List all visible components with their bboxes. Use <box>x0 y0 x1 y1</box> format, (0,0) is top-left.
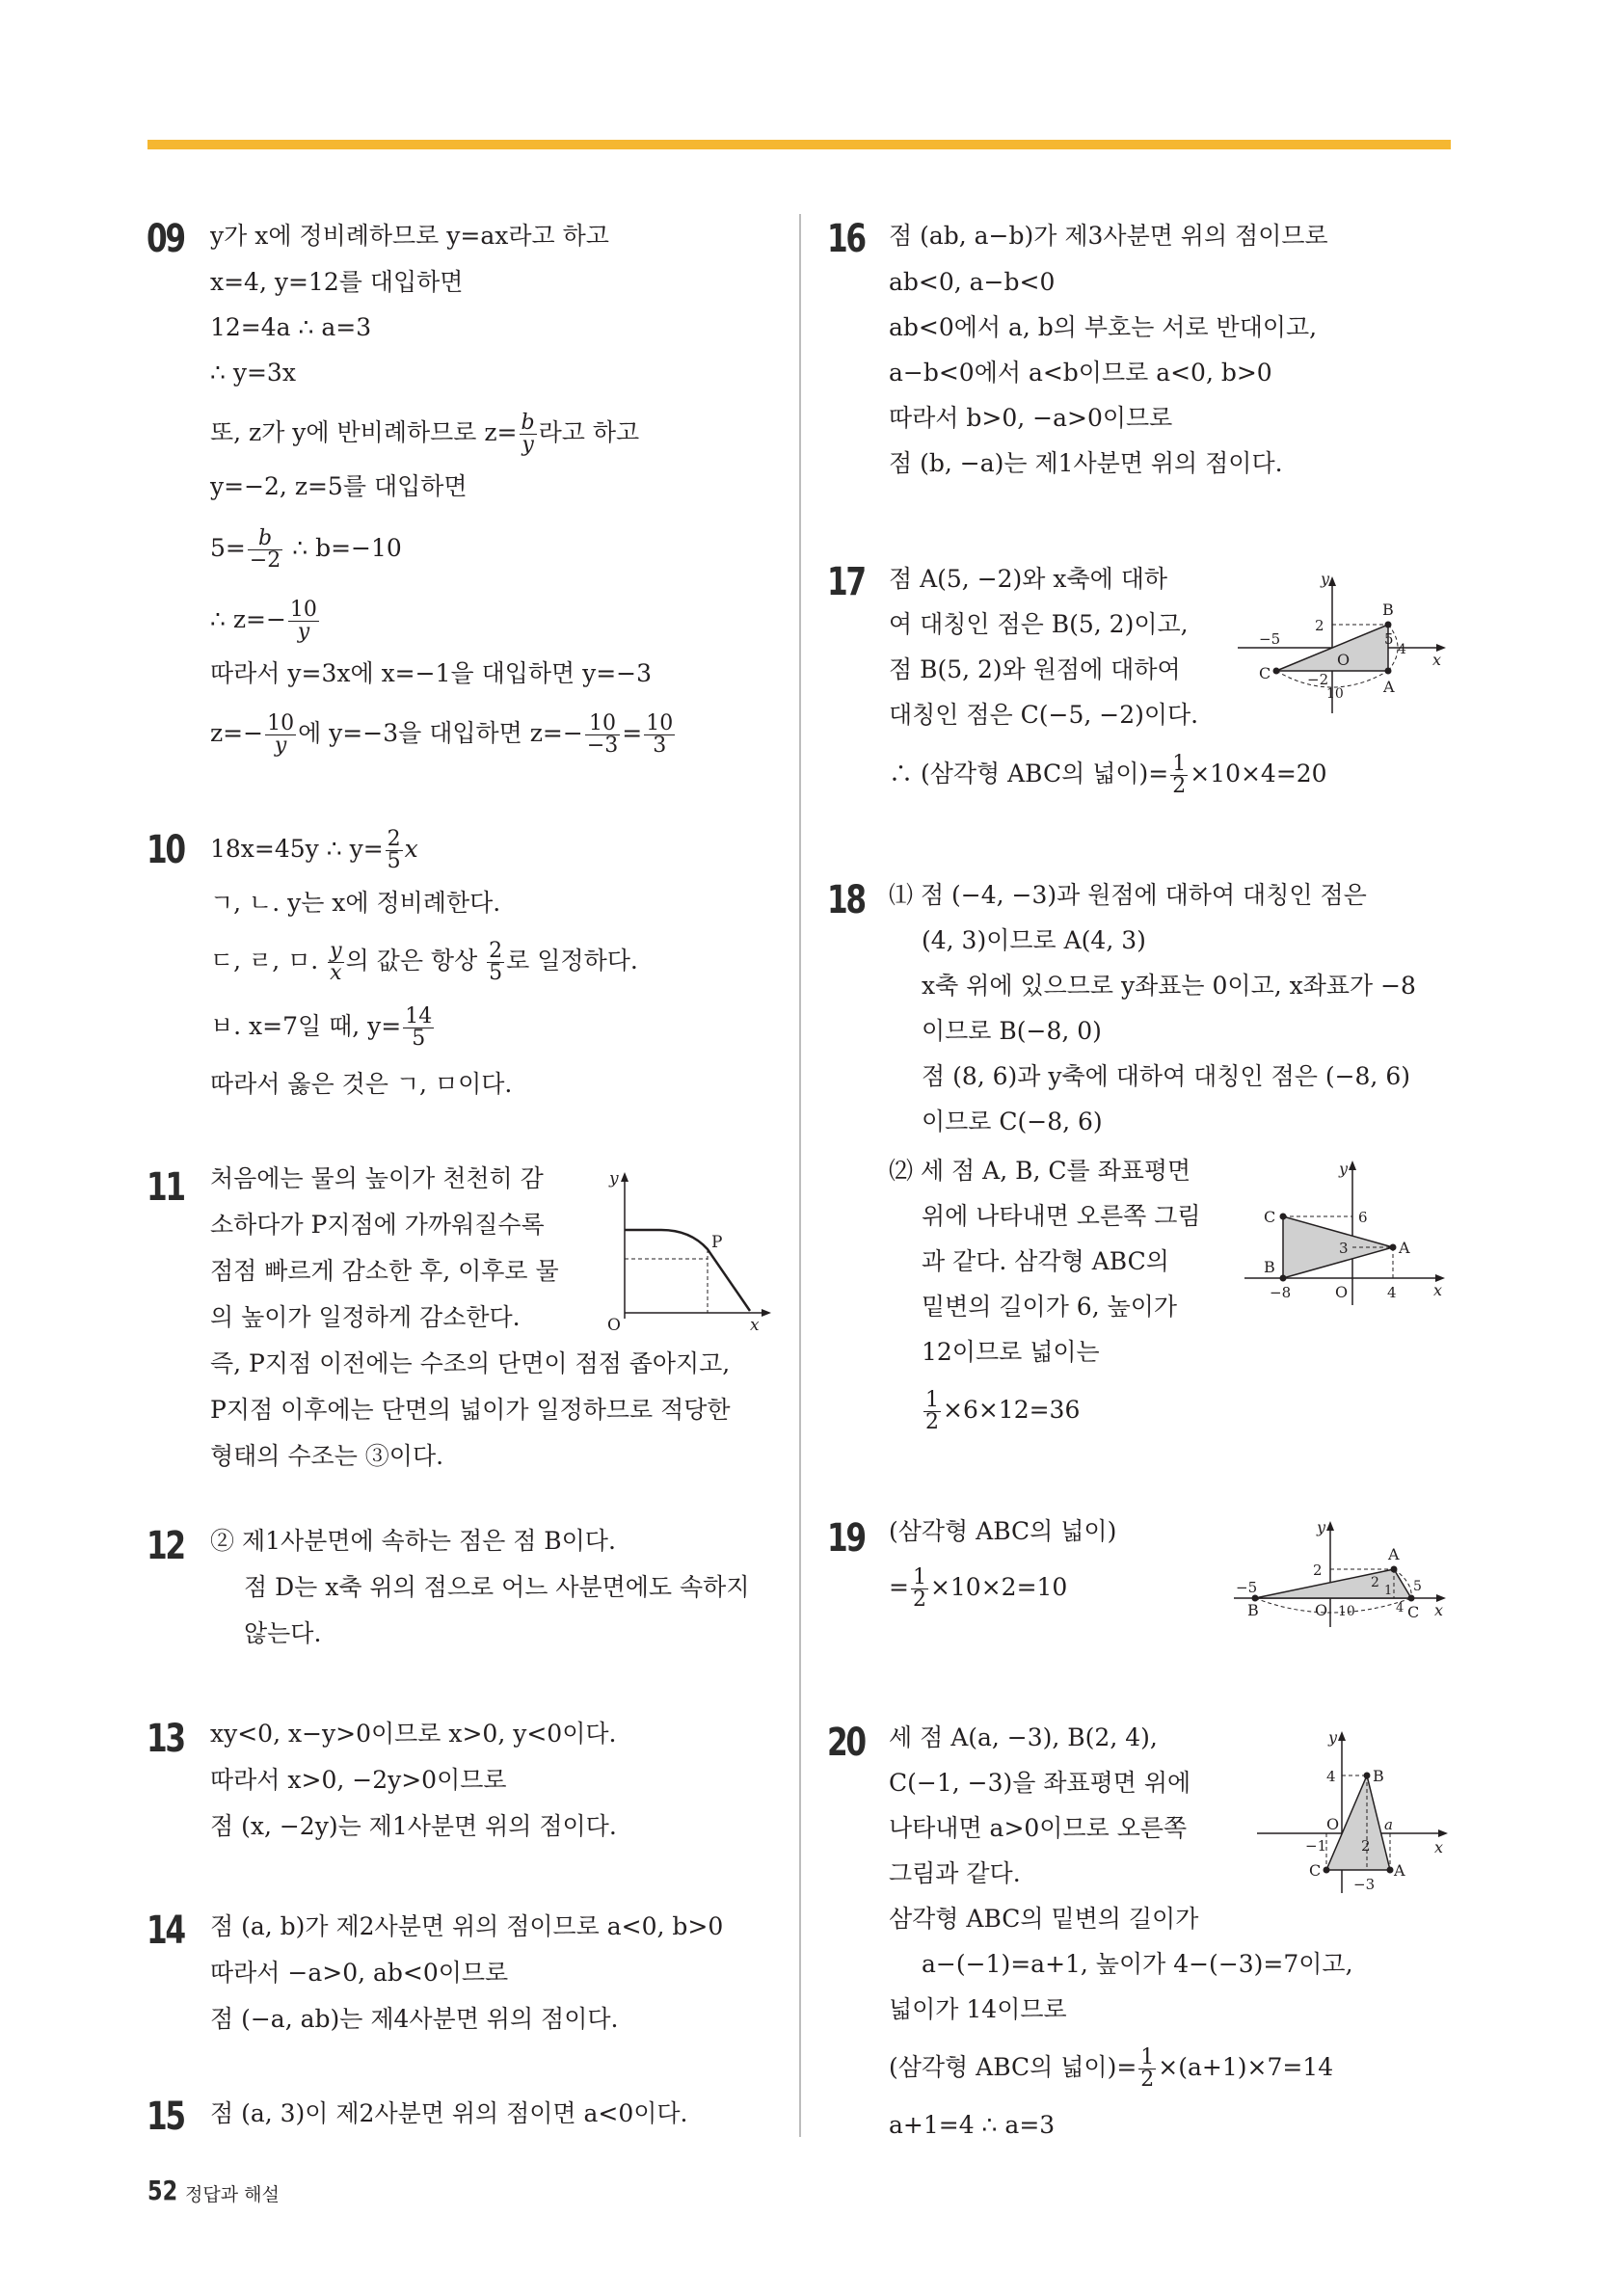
axis-label: x <box>1433 1281 1443 1299</box>
problem-line: 삼각형 ABC의 밑변의 길이가 <box>889 1905 1199 1933</box>
point-b <box>1385 622 1392 628</box>
axis-label: y <box>1321 570 1330 588</box>
problem-line: a−(−1)=a+1, 높이가 4−(−3)=7이고, <box>922 1950 1353 1978</box>
problem-line <box>922 1390 1080 1433</box>
problem-line: 이므로 C(−8, 6) <box>922 1108 1103 1135</box>
point-label: A <box>1394 1861 1405 1880</box>
point-c <box>1324 1867 1330 1874</box>
point-label: B <box>1247 1601 1259 1619</box>
line-text: 18x=45y ∴ y= <box>210 835 384 863</box>
tick-label: 10 <box>1338 1604 1355 1619</box>
fraction <box>403 1006 434 1050</box>
problem-line: a+1=4 ∴ a=3 <box>889 2111 1056 2139</box>
tick-label: 4 <box>1326 1768 1336 1785</box>
problem-number: 09 <box>147 217 184 261</box>
x-axis-arrow <box>762 1309 771 1317</box>
fraction <box>328 941 343 984</box>
problem-line: 12=4a ∴ a=3 <box>210 313 372 341</box>
problem-number: 11 <box>147 1165 184 1210</box>
problem-line: 의 높이가 일정하게 감소한다. <box>210 1303 521 1331</box>
fraction-numerator: 1 <box>925 1388 939 1412</box>
line-text: 라고 하고 <box>538 418 640 446</box>
point-a <box>1390 1244 1397 1251</box>
fraction-numerator: 10 <box>267 711 295 735</box>
figure-19-graph <box>1230 1515 1451 1631</box>
tick-label: a <box>1384 1816 1393 1833</box>
problem-line: (4, 3)이므로 A(4, 3) <box>922 926 1146 954</box>
problem-line: 점 (a, b)가 제2사분면 위의 점이므로 a<0, b>0 <box>210 1912 724 1940</box>
height-curve <box>625 1230 750 1311</box>
problem-number: 19 <box>827 1516 865 1561</box>
origin-label: O <box>1335 1283 1349 1301</box>
fraction-denominator: 3 <box>653 734 667 758</box>
origin-label: O <box>1315 1601 1328 1619</box>
problem-line: 대칭인 점은 C(−5, −2)이다. <box>889 701 1199 729</box>
problem-line: 여 대칭인 점은 B(5, 2)이고, <box>889 610 1189 638</box>
line-text: ×10×4=20 <box>1190 760 1327 788</box>
fraction-denominator: 5 <box>489 961 503 985</box>
point-label: A <box>1388 1545 1400 1563</box>
point-a <box>1391 1566 1398 1573</box>
problem-line: 형태의 수조는 ③이다. <box>210 1442 444 1470</box>
y-axis-arrow <box>1328 576 1336 586</box>
line-text: (삼각형 ABC의 넓이)= <box>889 2053 1137 2081</box>
tick-label: 6 <box>1358 1209 1368 1226</box>
fraction-numerator: 14 <box>405 1004 433 1028</box>
point-c <box>1408 1595 1415 1602</box>
fraction-numerator: 1 <box>1140 2045 1155 2069</box>
problem-line: 나타내면 a>0이므로 오른쪽 <box>889 1814 1188 1842</box>
figure-17-graph <box>1234 569 1451 718</box>
line-text: 5= <box>210 534 246 562</box>
problem-line: 밑변의 길이가 6, 높이가 <box>922 1293 1178 1321</box>
problem-line <box>210 1006 436 1050</box>
problem-line: (삼각형 ABC의 넓이) <box>889 1517 1117 1545</box>
tick-label: 3 <box>1339 1240 1349 1257</box>
tick-label: 2 <box>1315 617 1324 634</box>
problem-line <box>210 528 402 572</box>
line-text: = <box>889 1573 909 1601</box>
problem-line <box>210 600 321 643</box>
fraction <box>248 528 282 572</box>
line-text: = <box>622 719 643 747</box>
point-b <box>1364 1773 1371 1779</box>
tick-label: 4 <box>1387 1284 1397 1301</box>
problem-line: 점 (b, −a)는 제1사분면 위의 점이다. <box>889 449 1283 477</box>
fraction-numerator: 2 <box>489 939 503 963</box>
fraction-denominator: y <box>274 734 287 758</box>
brace <box>1255 1598 1411 1613</box>
origin-label: O <box>607 1316 621 1335</box>
line-text: ×6×12=36 <box>943 1396 1081 1424</box>
problem-number: 18 <box>827 878 865 922</box>
problem-number: 10 <box>147 828 184 872</box>
point-label: B <box>1373 1767 1384 1785</box>
problem-line: 세 점 A(a, −3), B(2, 4), <box>889 1723 1158 1751</box>
point-label: P <box>711 1233 723 1252</box>
problem-line: 그림과 같다. <box>889 1859 1021 1887</box>
fraction-numerator: b <box>521 411 535 435</box>
point-a <box>1385 668 1392 675</box>
problem-line: ② 제1사분면에 속하는 점은 점 B이다. <box>210 1527 616 1555</box>
tick-label: −1 <box>1305 1837 1327 1855</box>
point-c <box>1273 668 1280 675</box>
problem-line: 점 (8, 6)과 y축에 대하여 대칭인 점은 (−8, 6) <box>922 1062 1410 1090</box>
tick-label: −5 <box>1236 1579 1258 1596</box>
tick-label: 10 <box>1326 686 1344 702</box>
problem-number: 20 <box>827 1721 865 1765</box>
point-label: A <box>1383 678 1395 696</box>
footer-title: 정답과 해설 <box>185 2184 280 2205</box>
problem-number: 16 <box>827 217 865 261</box>
tick-label: −5 <box>1259 630 1281 648</box>
tick-label: 2 <box>1371 1575 1379 1590</box>
tick-label: 5 <box>1384 630 1394 648</box>
problem-line <box>210 941 638 984</box>
problem-line: ab<0에서 a, b의 부호는 서로 반대이고, <box>889 313 1318 341</box>
problem-line: ⑴ 점 (−4, −3)과 원점에 대하여 대칭인 점은 <box>889 881 1367 909</box>
figure-11-graph <box>603 1164 777 1335</box>
problem-number: 12 <box>147 1524 184 1568</box>
problem-line: ∴ y=3x <box>210 359 296 387</box>
point-label: C <box>1407 1603 1420 1621</box>
tick-label: 2 <box>1313 1562 1323 1579</box>
fraction <box>1138 2047 1156 2091</box>
point-label: B <box>1382 601 1394 619</box>
y-axis-arrow <box>1326 1521 1334 1531</box>
problem-line: ab<0, a−b<0 <box>889 268 1056 296</box>
problem-line: 점 (a, 3)이 제2사분면 위의 점이면 a<0이다. <box>210 2099 688 2127</box>
problem-line: 점 A(5, −2)와 x축에 대하 <box>889 565 1168 593</box>
point-label: B <box>1264 1258 1275 1276</box>
axis-label: y <box>1339 1160 1349 1178</box>
origin-label: O <box>1326 1815 1340 1833</box>
problem-line: x축 위에 있으므로 y좌표는 0이고, x좌표가 −8 <box>922 972 1416 1000</box>
axis-label: y <box>1328 1728 1338 1747</box>
fraction <box>923 1390 941 1433</box>
fraction-denominator: y <box>297 620 310 644</box>
problem-line: 점 (x, −2y)는 제1사분면 위의 점이다. <box>210 1812 617 1840</box>
problem-line <box>210 829 418 872</box>
problem-line: ㄱ, ㄴ. y는 x에 정비례한다. <box>210 889 501 917</box>
problem-line <box>889 754 1327 797</box>
column-divider <box>799 214 801 2137</box>
line-text: x <box>404 835 418 863</box>
fraction <box>386 829 403 872</box>
problem-line: 따라서 x>0, −2y>0이므로 <box>210 1766 507 1794</box>
tick-label: 1 <box>1384 1584 1393 1598</box>
fraction <box>1170 754 1188 797</box>
top-accent-bar <box>147 140 1451 149</box>
fraction <box>585 713 620 757</box>
axis-label: y <box>1317 1518 1326 1536</box>
fraction-numerator: 10 <box>585 713 620 735</box>
problem-number: 15 <box>147 2095 184 2139</box>
problem-line: 점 (−a, ab)는 제4사분면 위의 점이다. <box>210 2005 619 2033</box>
line-text: 또, z가 y에 반비례하므로 z= <box>210 418 518 446</box>
line-text: ×(a+1)×7=14 <box>1158 2053 1334 2081</box>
fraction-numerator: 10 <box>646 711 674 735</box>
problem-line: 점 B(5, 2)와 원점에 대하여 <box>889 655 1181 683</box>
fraction-denominator: 5 <box>412 1027 426 1051</box>
page-number: 52 <box>147 2175 178 2206</box>
fraction-denominator: −3 <box>586 734 619 758</box>
problem-line: y=−2, z=5를 대입하면 <box>210 472 468 500</box>
fraction-denominator: 2 <box>1140 2068 1155 2092</box>
line-text: ∴ b=−10 <box>284 534 402 562</box>
problem-line <box>210 413 639 456</box>
axis-label: x <box>1432 651 1442 669</box>
problem-line: xy<0, x−y>0이므로 x>0, y<0이다. <box>210 1720 617 1748</box>
fraction <box>265 713 296 757</box>
problem-line: 즉, P지점 이전에는 수조의 단면이 점점 좁아지고, <box>210 1349 731 1377</box>
point-label: A <box>1399 1239 1410 1257</box>
y-axis-arrow <box>1338 1731 1346 1741</box>
problem-line: P지점 이후에는 단면의 넓이가 일정하므로 적당한 <box>210 1396 731 1424</box>
fraction <box>487 941 504 984</box>
problem-line: 넓이가 14이므로 <box>889 1995 1067 2023</box>
problem-line <box>889 2047 1333 2091</box>
axis-label: y <box>609 1169 619 1188</box>
fraction-denominator: 2 <box>1172 774 1187 798</box>
problem-line: 따라서 y=3x에 x=−1을 대입하면 y=−3 <box>210 659 653 687</box>
line-text: ×10×2=10 <box>929 1573 1068 1601</box>
fraction-numerator: 10 <box>289 598 317 622</box>
fraction <box>911 1567 928 1611</box>
tick-label: 2 <box>1361 1837 1371 1855</box>
origin-label: O <box>1337 651 1351 669</box>
fraction <box>520 413 537 456</box>
problem-line: 이므로 B(−8, 0) <box>922 1017 1102 1045</box>
fraction-numerator: y <box>330 939 342 963</box>
fraction-numerator: b <box>248 528 282 550</box>
axis-label: x <box>1434 1838 1444 1856</box>
problem-line: 않는다. <box>244 1619 322 1647</box>
line-text: 로 일정하다. <box>506 947 638 974</box>
problem-line: 점 (ab, a−b)가 제3사분면 위의 점이므로 <box>889 222 1328 250</box>
point-label: C <box>1309 1861 1322 1880</box>
fraction-denominator: 2 <box>925 1410 939 1434</box>
fraction-denominator: y <box>522 433 534 457</box>
axis-label: x <box>1434 1601 1444 1619</box>
problem-number: 17 <box>827 560 865 604</box>
fraction <box>644 713 675 757</box>
tick-label: −8 <box>1270 1284 1292 1301</box>
fraction-numerator: 1 <box>912 1565 926 1589</box>
problem-line: y가 x에 정비례하므로 y=ax라고 하고 <box>210 222 609 250</box>
problem-line: 따라서 옳은 것은 ㄱ, ㅁ이다. <box>210 1070 513 1098</box>
line-text: z=− <box>210 719 264 747</box>
figure-18-graph <box>1239 1155 1451 1309</box>
point-b <box>1280 1275 1287 1282</box>
problem-line: 위에 나타내면 오른쪽 그림 <box>922 1202 1201 1230</box>
point-a <box>1387 1867 1394 1874</box>
fraction-denominator: 2 <box>912 1588 926 1612</box>
fraction-numerator: 1 <box>1172 752 1187 776</box>
tick-label: 4 <box>1398 642 1406 657</box>
figure-20-graph <box>1253 1723 1451 1897</box>
problem-line: 처음에는 물의 높이가 천천히 감 <box>210 1164 544 1192</box>
y-axis-arrow <box>621 1172 629 1182</box>
problem-line: 따라서 −a>0, ab<0이므로 <box>210 1959 509 1987</box>
fraction-denominator: −2 <box>249 548 281 573</box>
point-label: C <box>1259 664 1271 682</box>
y-axis-arrow <box>1349 1161 1356 1170</box>
problem-number: 14 <box>147 1909 184 1953</box>
problem-line <box>210 713 677 757</box>
tick-label: −3 <box>1353 1876 1376 1893</box>
point-label: C <box>1264 1208 1276 1226</box>
line-text: 의 값은 항상 <box>345 947 486 974</box>
problem-line: a−b<0에서 a<b이므로 a<0, b>0 <box>889 359 1272 387</box>
tick-label: 4 <box>1396 1601 1404 1615</box>
line-text: ㅂ. x=7일 때, y= <box>210 1012 402 1040</box>
problem-line: 점점 빠르게 감소한 후, 이후로 물 <box>210 1257 559 1285</box>
point-c <box>1280 1214 1287 1220</box>
fraction-denominator: x <box>330 961 342 985</box>
tick-label: −2 <box>1307 671 1329 688</box>
problem-line: 과 같다. 삼각형 ABC의 <box>922 1247 1169 1275</box>
problem-line: C(−1, −3)을 좌표평면 위에 <box>889 1769 1191 1797</box>
problem-line: 12이므로 넓이는 <box>922 1338 1100 1366</box>
problem-line: ⑵ 세 점 A, B, C를 좌표평면 <box>889 1157 1191 1185</box>
line-text: ∴ (삼각형 ABC의 넓이)= <box>889 760 1169 788</box>
problem-line: 소하다가 P지점에 가까워질수록 <box>210 1211 545 1239</box>
problem-line: 따라서 b>0, −a>0이므로 <box>889 404 1173 432</box>
problem-line: x=4, y=12를 대입하면 <box>210 268 464 296</box>
line-text: 에 y=−3을 대입하면 z=− <box>298 719 583 747</box>
problem-line: 점 D는 x축 위의 점으로 어느 사분면에도 속하지 <box>244 1573 750 1601</box>
tick-label: 5 <box>1413 1579 1422 1594</box>
x-axis-arrow <box>1438 1829 1448 1837</box>
problem-line <box>889 1567 1067 1611</box>
fraction <box>288 600 319 643</box>
line-text: ∴ z=− <box>210 605 286 633</box>
fraction-numerator: 2 <box>387 827 401 851</box>
line-text: ㄷ, ㄹ, ㅁ. <box>210 947 327 974</box>
axis-label: x <box>750 1316 760 1335</box>
fraction-denominator: 5 <box>387 849 401 873</box>
problem-number: 13 <box>147 1717 184 1761</box>
